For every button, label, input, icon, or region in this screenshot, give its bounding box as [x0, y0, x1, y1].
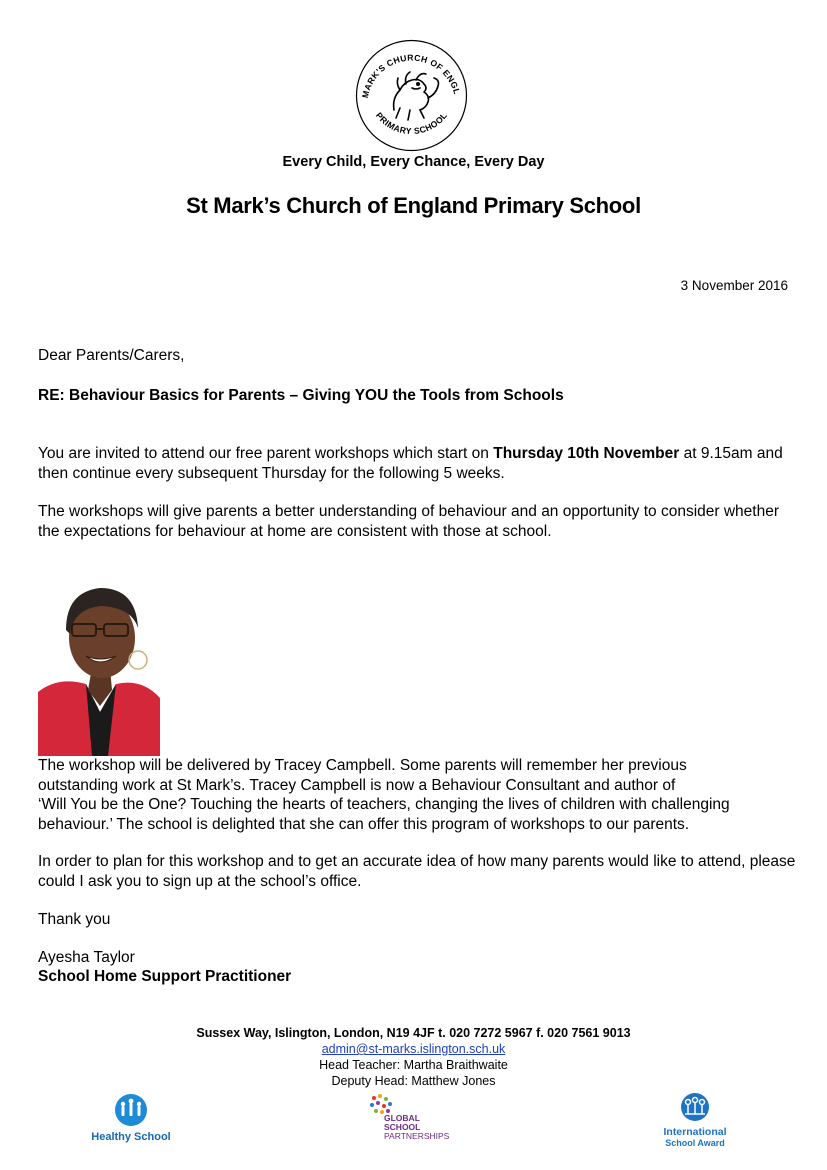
global-school-label	[384, 1114, 449, 1141]
global-label-line-3: PARTNERSHIPS	[384, 1131, 450, 1141]
closing-thanks: Thank you	[38, 911, 111, 928]
signer-name: Ayesha Taylor	[38, 949, 135, 966]
footer-email-link[interactable]	[0, 1042, 827, 1057]
presenter-line-3: ‘Will You be the One? Touching the hearts of teachers, changing the lives of children with challenging	[38, 796, 730, 813]
paragraph-presenter	[38, 756, 798, 834]
svg-text:ST. MARK'S CHURCH OF ENGLAND	[354, 38, 462, 99]
healthy-school-badge	[90, 1092, 172, 1144]
letter-date: 3 November 2016	[680, 278, 788, 293]
start-date-highlight: Thursday 10th November	[493, 445, 680, 462]
footer-address: Sussex Way, Islington, London, N19 4JF t. 020 7272 5967 f. 020 7561 9013	[196, 1026, 631, 1040]
svg-text:PRIMARY SCHOOL	[374, 110, 449, 136]
presenter-line-2: outstanding work at St Mark’s. Tracey Campbell is now a Behaviour Consultant and author of	[38, 776, 676, 794]
school-motto: Every Child, Every Chance, Every Day	[282, 154, 545, 170]
presenter-line-4: behaviour.’ The school is delighted that she can offer this program of workshops to our parents.	[38, 815, 690, 833]
healthy-school-label: Healthy School	[91, 1131, 171, 1143]
healthy-school-icon	[90, 1092, 172, 1126]
invitation-text-end: at 9.15am and then continue every subsequent Thursday for the following 5 weeks.	[38, 445, 783, 482]
international-award-icon	[653, 1092, 737, 1122]
school-logo	[354, 38, 469, 153]
presenter-line-1: The workshop will be delivered by Tracey Campbell. Some parents will remember her previous	[38, 757, 687, 774]
footer-head-teacher: Head Teacher: Martha Braithwaite	[319, 1058, 508, 1072]
paragraph-purpose: The workshops will give parents a better understanding of behaviour and an opportunity to consider whether the expectations for behaviour at home are consistent with those at school.	[38, 503, 780, 540]
global-label-line-2: SCHOOL	[384, 1122, 421, 1132]
intl-label-line-1: International	[663, 1126, 727, 1138]
lion-icon	[394, 72, 439, 120]
international-award-label	[653, 1127, 737, 1149]
logo-ring-bottom: PRIMARY SCHOOL	[373, 110, 450, 137]
signer-role: School Home Support Practitioner	[38, 968, 292, 985]
paragraph-signup: In order to plan for this workshop and to get an accurate idea of how many parents would like to attend, please could I ask you to sign up at the school’s office.	[38, 853, 796, 890]
intl-label-line-2: School Award	[665, 1138, 725, 1148]
invitation-text-start: You are invited to attend our free parent workshops which start on	[38, 445, 494, 462]
paragraph-invitation	[38, 444, 798, 483]
international-school-award-badge	[653, 1092, 737, 1148]
global-label-line-1: GLOBAL	[384, 1113, 420, 1123]
letter-subject: RE: Behaviour Basics for Parents – Giving YOU the Tools from Schools	[38, 387, 564, 404]
email-address[interactable]: admin@st-marks.islington.sch.uk	[321, 1042, 506, 1056]
logo-ring-top: MARK'S CHURCH OF ENGL	[359, 52, 463, 99]
footer-deputy-head: Deputy Head: Matthew Jones	[331, 1074, 496, 1088]
school-name-heading: St Mark’s Church of England Primary School	[186, 193, 641, 218]
presenter-photo	[38, 572, 160, 756]
global-school-partnerships-badge	[362, 1092, 462, 1144]
salutation: Dear Parents/Carers,	[38, 347, 185, 364]
